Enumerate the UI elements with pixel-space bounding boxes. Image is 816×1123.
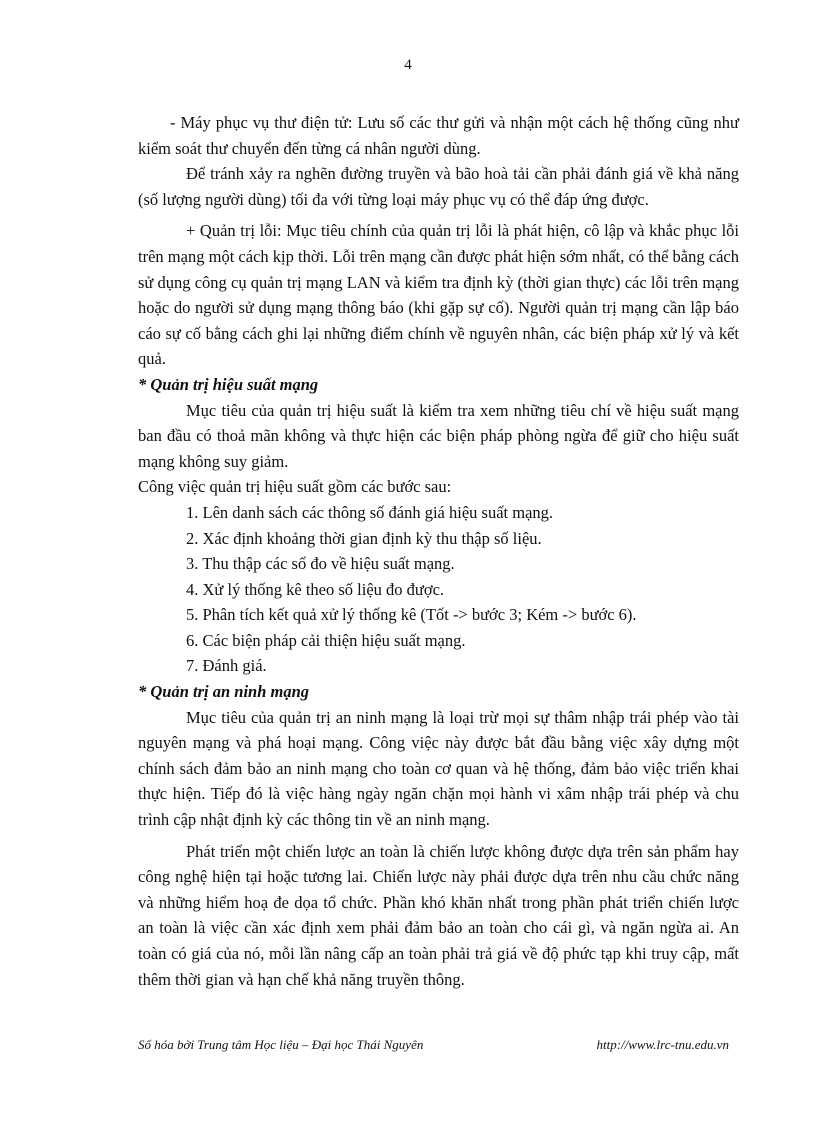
heading-security: * Quản trị an ninh mạng: [138, 682, 310, 702]
list-item: 6. Các biện pháp cải thiện hiệu suất mạng.: [186, 630, 466, 650]
paragraph-fault-management: + Quản trị lỗi: Mục tiêu chính của quản trị lỗi là phát hiện, cô lập và khắc phục lỗi trên mạng một cách kịp thời. Lỗi trên mạng cần được phát hiện sớm nhất, có thể bằng cách sử dụng công cụ quản trị mạng LAN và kiểm tra định kỳ (thời gian thực) các lỗi trên mạng hoặc do người sử dụng mạng thông báo (khi gặp sự cố). Người quản trị mạng cần lập báo cáo sự cố bằng cách ghi lại những điểm chính về nguyên nhân, các biện pháp xử lý và kết quả.: [138, 221, 739, 369]
list-item: 3. Thu thập các số đo về hiệu suất mạng.: [186, 554, 455, 574]
heading-performance: * Quản trị hiệu suất mạng: [138, 374, 319, 394]
list-item: 5. Phân tích kết quả xử lý thống kê (Tốt -> bước 3; Kém -> bước 6).: [186, 605, 637, 625]
list-item: 7. Đánh giá.: [186, 656, 267, 676]
list-item: 1. Lên danh sách các thông số đánh giá hiệu suất mạng.: [186, 502, 554, 522]
page-number: 4: [404, 57, 412, 73]
paragraph-security-strategy: Phát triển một chiến lược an toàn là chiến lược không được dựa trên sản phẩm hay công nghệ hiện tại hoặc tương lai. Chiến lược này phải được dựa trên nhu cầu chức năng và những hiểm hoạ đe dọa tổ chức. Phần khó khăn nhất trong phần phát triển chiến lược an toàn là việc cần xác định xem phải đảm bảo an toàn cho cái gì, và ngăn ngừa ai. An toàn có giá của nó, mỗi lần nâng cấp an toàn phải trả giá về độ phức tạp khi truy cập, mất thêm thời gian và hạn chế khả năng truyền thông.: [138, 841, 739, 989]
paragraph-bandwidth: Để tránh xảy ra nghẽn đường truyền và bão hoà tải cần phải đánh giá về khả năng (số lượng người dùng) tối đa với từng loại máy phục vụ có thể đáp ứng được.: [138, 164, 739, 209]
footer-source: Số hóa bởi Trung tâm Học liệu – Đại học Thái Nguyên: [138, 1037, 424, 1052]
list-item: 4. Xử lý thống kê theo số liệu đo được.: [186, 579, 445, 599]
paragraph-security-goal: Mục tiêu của quản trị an ninh mạng là loại trừ mọi sự thâm nhập trái phép vào tài nguyên mạng và phá hoại mạng. Công việc này được bắt đầu bằng việc xây dựng một chính sách đảm bảo an ninh mạng cho toàn cơ quan và hệ thống, đảm bảo việc triển khai thực hiện. Tiếp đó là việc hàng ngày ngăn chặn mọi hành vi xâm nhập trái phép và chu trình cập nhật định kỳ các thông tin về an ninh mạng.: [138, 707, 739, 830]
paragraph-mail-server: - Máy phục vụ thư điện tử: Lưu số các thư gửi và nhận một cách hệ thống cũng như kiểm soát thư chuyển đến từng cá nhân người dùng.: [138, 113, 739, 158]
paragraph-steps-lead: Công việc quản trị hiệu suất gồm các bước sau:: [138, 477, 452, 497]
footer-url: http://www.lrc-tnu.edu.vn: [596, 1037, 729, 1052]
paragraph-performance-intro: Mục tiêu của quản trị hiệu suất là kiểm tra xem những tiêu chí về hiệu suất mạng ban đầu có thoả mãn không và thực hiện các biện pháp phòng ngừa để giữ cho hiệu suất mạng không suy giảm.: [138, 400, 739, 471]
document-body: [138, 110, 739, 992]
list-item: 2. Xác định khoảng thời gian định kỳ thu thập số liệu.: [186, 528, 542, 548]
